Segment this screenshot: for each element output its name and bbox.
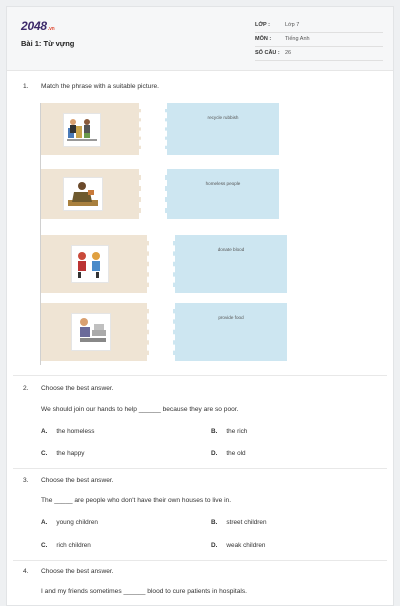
option-letter: D. (211, 450, 218, 457)
question-separator (13, 560, 387, 561)
meta-row-subject (255, 33, 383, 47)
option-text: the rich (226, 428, 248, 435)
question-number: 3. (23, 477, 29, 484)
option-text: the homeless (56, 428, 95, 435)
option-letter: C. (41, 542, 48, 549)
donating-blood-picture (71, 245, 109, 283)
option-letter: B. (211, 519, 218, 526)
option-text: rich children (56, 542, 91, 549)
meta-label: SỐ CÂU : (255, 50, 280, 56)
option-letter: A. (41, 519, 48, 526)
option-letter: B. (211, 428, 218, 435)
question-separator (13, 375, 387, 376)
meta-row-question-count (255, 47, 383, 61)
worksheet-page (6, 6, 394, 606)
recycling-picture (63, 113, 101, 147)
meta-value: Tiếng Anh (285, 36, 310, 42)
question-prompt: Choose the best answer. (41, 568, 114, 575)
question-prompt: Match the phrase with a suitable picture. (41, 83, 160, 90)
answer-option-c[interactable] (41, 542, 91, 549)
match-picture-card-2[interactable] (41, 169, 141, 219)
option-text: the old (226, 450, 246, 457)
match-picture-card-4[interactable] (41, 303, 149, 361)
option-text: the happy (56, 450, 85, 457)
option-letter: A. (41, 428, 48, 435)
match-picture-card-1[interactable] (41, 103, 141, 155)
answer-option-b[interactable] (211, 428, 247, 435)
logo-main: 2048 (21, 19, 47, 33)
question-prompt: Choose the best answer. (41, 385, 114, 392)
logo-suffix: .vn (47, 26, 55, 32)
match-picture-card-3[interactable] (41, 235, 149, 293)
question-sentence: The _____ are people who don't have their own houses to live in. (41, 497, 232, 504)
match-phrase-card-2[interactable]: homeless people (165, 169, 279, 219)
question-separator (13, 468, 387, 469)
providing-food-picture (71, 313, 111, 351)
option-text: street children (226, 519, 267, 526)
question-sentence: We should join our hands to help ______ because they are so poor. (41, 406, 239, 413)
answer-option-a[interactable] (41, 428, 94, 435)
answer-option-c[interactable] (41, 450, 84, 457)
question-number: 2. (23, 385, 29, 392)
match-phrase-card-1[interactable]: recycle rubbish (165, 103, 279, 155)
question-sentence: I and my friends sometimes ______ blood to cure patients in hospitals. (41, 588, 247, 595)
answer-option-d[interactable] (211, 450, 246, 457)
meta-label: MÔN : (255, 36, 272, 42)
meta-label: LỚP : (255, 22, 270, 28)
meta-value: 26 (285, 50, 292, 56)
question-number: 1. (23, 83, 29, 90)
question-number: 4. (23, 568, 29, 575)
answer-option-d[interactable] (211, 542, 265, 549)
option-letter: C. (41, 450, 48, 457)
answer-option-b[interactable] (211, 519, 267, 526)
homeless-person-picture (63, 177, 103, 211)
match-phrase-card-3[interactable]: donate blood (173, 235, 287, 293)
meta-row-grade (255, 19, 383, 33)
meta-value: Lớp 7 (285, 22, 300, 28)
lesson-title: Bài 1: Từ vựng (21, 39, 75, 48)
answer-option-a[interactable] (41, 519, 98, 526)
question-prompt: Choose the best answer. (41, 477, 114, 484)
option-text: weak children (226, 542, 266, 549)
option-letter: D. (211, 542, 218, 549)
match-phrase-card-4[interactable]: provide food (173, 303, 287, 361)
worksheet-header (7, 7, 393, 71)
option-text: young children (56, 519, 98, 526)
site-logo[interactable] (21, 19, 55, 33)
